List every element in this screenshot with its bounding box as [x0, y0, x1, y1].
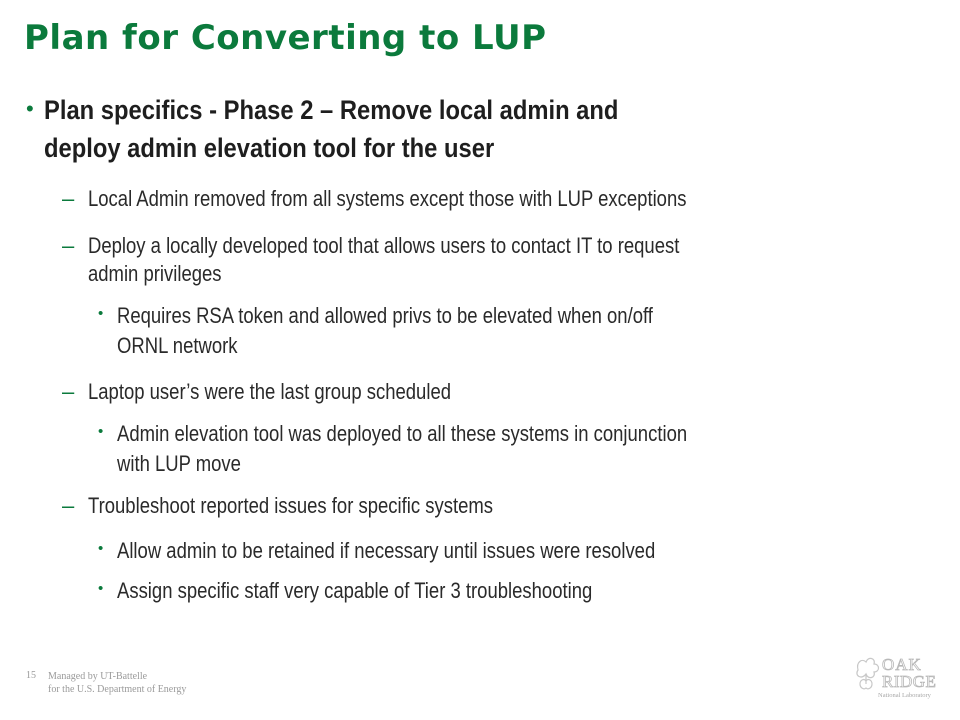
sub-item-admin-tool-line-2: with LUP move — [117, 451, 241, 476]
dash-bullet: – — [62, 493, 75, 518]
item-laptop-users: Laptop user’s were the last group scheduled — [88, 379, 451, 404]
bullet-dot: • — [26, 96, 34, 121]
dash-bullet: – — [62, 186, 75, 211]
dash-bullet: – — [62, 233, 75, 258]
svg-text:OAK: OAK — [882, 655, 922, 674]
item-troubleshoot: Troubleshoot reported issues for specific systems — [88, 493, 494, 518]
item-deploy-tool-line-2: admin privileges — [88, 261, 222, 286]
oak-ridge-logo — [852, 650, 942, 700]
sub-bullet-dot: • — [98, 580, 104, 597]
sub-item-rsa-line-1: Requires RSA token and allowed privs to be elevated when on/off — [117, 303, 653, 328]
main-bullet-line-1: Plan specifics - Phase 2 – Remove local admin and — [44, 95, 619, 125]
sub-item-assign-staff: Assign specific staff very capable of Tier 3 troubleshooting — [117, 578, 593, 603]
dash-bullet: – — [62, 379, 75, 404]
oak-leaf-icon — [852, 650, 942, 700]
sub-item-admin-tool-line-1: Admin elevation tool was deployed to all these systems in conjunction — [117, 421, 688, 446]
footer-line-1: Managed by UT-Battelle — [48, 671, 148, 682]
svg-text:National Laboratory: National Laboratory — [878, 692, 931, 699]
page-number: 15 — [26, 670, 36, 681]
item-local-admin-removed: Local Admin removed from all systems except those with LUP exceptions — [88, 186, 687, 211]
main-bullet-line-2: deploy admin elevation tool for the user — [44, 133, 495, 163]
slide-title: Plan for Converting to LUP — [24, 18, 547, 58]
sub-item-rsa-line-2: ORNL network — [117, 333, 238, 358]
item-deploy-tool-line-1: Deploy a locally developed tool that allows users to contact IT to request — [88, 233, 680, 258]
sub-bullet-dot: • — [98, 540, 104, 557]
sub-item-allow-admin: Allow admin to be retained if necessary until issues were resolved — [117, 538, 656, 563]
sub-bullet-dot: • — [98, 423, 104, 440]
svg-text:RIDGE: RIDGE — [882, 672, 937, 691]
footer-line-2: for the U.S. Department of Energy — [48, 684, 187, 695]
footer-managed-by — [48, 670, 186, 696]
sub-bullet-dot: • — [98, 305, 104, 322]
